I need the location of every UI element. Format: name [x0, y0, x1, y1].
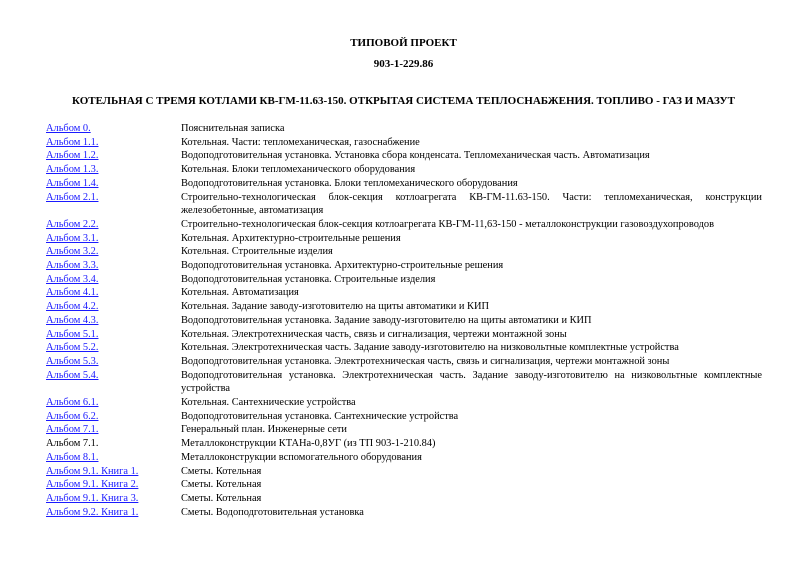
- album-link[interactable]: Альбом 4.2.: [46, 301, 99, 313]
- album-link[interactable]: Альбом 6.2.: [46, 410, 99, 422]
- album-code-cell: [46, 396, 181, 410]
- album-code-cell: [46, 437, 181, 451]
- album-row: [46, 506, 762, 520]
- album-row: [46, 355, 762, 369]
- album-row: [46, 273, 762, 287]
- album-code-cell: [46, 245, 181, 259]
- album-description: Котельная. Автоматизация: [181, 287, 299, 299]
- album-link[interactable]: Альбом 2.2.: [46, 218, 99, 230]
- album-row: [46, 341, 762, 355]
- album-row: [46, 396, 762, 410]
- project-number: 903-1-229.86: [373, 58, 434, 70]
- album-link[interactable]: Альбом 4.1.: [46, 287, 99, 299]
- album-description: Генеральный план. Инженерные сети: [181, 424, 347, 436]
- album-code-cell: [46, 478, 181, 492]
- album-description: Котельная. Блоки тепломеханического оборудования: [181, 164, 416, 176]
- album-code: Альбом 7.1.: [46, 438, 99, 450]
- album-description: Сметы. Водоподготовительная установка: [181, 506, 364, 518]
- album-row: [46, 451, 762, 465]
- album-link[interactable]: Альбом 5.4.: [46, 369, 99, 381]
- album-code-cell: [46, 369, 181, 396]
- album-description: Котельная. Электротехническая часть, связь и сигнализация, чертежи монтажной зоны: [181, 328, 567, 340]
- album-description: Пояснительная записка: [181, 123, 285, 134]
- album-link[interactable]: Альбом 7.1.: [46, 424, 99, 436]
- album-link[interactable]: Альбом 2.1.: [46, 191, 99, 203]
- album-description: Сметы. Котельная: [181, 492, 262, 504]
- album-code-cell: [46, 259, 181, 273]
- album-code-cell: [46, 410, 181, 424]
- album-link[interactable]: Альбом 1.1.: [46, 136, 99, 148]
- album-link[interactable]: Альбом 3.4.: [46, 273, 99, 285]
- album-code-cell: [46, 136, 181, 150]
- album-code-cell: [46, 286, 181, 300]
- album-code-cell: [46, 492, 181, 506]
- album-code-cell: [46, 328, 181, 342]
- album-link[interactable]: Альбом 5.1.: [46, 328, 99, 340]
- album-row: [46, 122, 762, 136]
- album-row: [46, 437, 762, 451]
- album-description: Строительно-технологическая блок-секция котлоагрегата КВ-ГМ-11,63-150 - металлоконструкции газовоздухопроводов: [181, 218, 714, 230]
- album-description: Водоподготовительная установка. Электротехническая часть. Задание заводу-изготовителю на низковольтные комплектные устройства: [181, 369, 762, 395]
- album-code-cell: [46, 177, 181, 191]
- album-code-cell: [46, 218, 181, 232]
- album-row: [46, 328, 762, 342]
- album-code-cell: [46, 451, 181, 465]
- album-code-cell: [46, 122, 181, 136]
- album-description: Металлоконструкции вспомогательного оборудования: [181, 451, 422, 463]
- album-link[interactable]: Альбом 0.: [46, 123, 91, 134]
- album-description: Водоподготовительная установка. Строительные изделия: [181, 273, 436, 285]
- album-code-cell: [46, 191, 181, 218]
- album-row: [46, 136, 762, 150]
- album-code-cell: [46, 355, 181, 369]
- album-link[interactable]: Альбом 3.3.: [46, 260, 99, 272]
- album-description: Металлоконструкции КТАНа-0,8УГ (из ТП 903-1-210.84): [181, 438, 436, 450]
- album-row: [46, 314, 762, 328]
- album-row: [46, 410, 762, 424]
- album-description: Водоподготовительная установка. Архитектурно-строительные решения: [181, 260, 504, 272]
- album-row: [46, 259, 762, 273]
- album-description: Котельная. Электротехническая часть. Задание заводу-изготовителю на низковольтные комплектные устройства: [181, 342, 679, 354]
- album-row: [46, 465, 762, 479]
- album-code-cell: [46, 273, 181, 287]
- album-link[interactable]: Альбом 5.2.: [46, 342, 99, 354]
- album-code-cell: [46, 423, 181, 437]
- album-link[interactable]: Альбом 3.2.: [46, 246, 99, 258]
- album-link[interactable]: Альбом 5.3.: [46, 355, 99, 367]
- album-link[interactable]: Альбом 9.1. Книга 3.: [46, 492, 139, 504]
- album-link[interactable]: Альбом 9.1. Книга 2.: [46, 479, 139, 491]
- album-row: [46, 286, 762, 300]
- album-row: [46, 492, 762, 506]
- album-row: [46, 149, 762, 163]
- album-link[interactable]: Альбом 9.1. Книга 1.: [46, 465, 139, 477]
- album-link[interactable]: Альбом 1.2.: [46, 150, 99, 162]
- album-code-cell: [46, 163, 181, 177]
- album-description: Водоподготовительная установка. Установка сбора конденсата. Тепломеханическая часть. Автоматизация: [181, 150, 650, 162]
- album-code-cell: [46, 314, 181, 328]
- document-type-heading: ТИПОВОЙ ПРОЕКТ: [350, 37, 457, 49]
- album-description: Котельная. Сантехнические устройства: [181, 397, 356, 409]
- album-code-cell: [46, 341, 181, 355]
- album-description: Водоподготовительная установка. Сантехнические устройства: [181, 410, 459, 422]
- album-description: Котельная. Строительные изделия: [181, 246, 333, 258]
- album-description: Сметы. Котельная: [181, 479, 262, 491]
- album-row: [46, 423, 762, 437]
- album-link[interactable]: Альбом 8.1.: [46, 451, 99, 463]
- project-title: КОТЕЛЬНАЯ С ТРЕМЯ КОТЛАМИ КВ-ГМ-11.63-150. ОТКРЫТАЯ СИСТЕМА ТЕПЛОСНАБЖЕНИЯ. ТОПЛИВО - ГАЗ И МАЗУТ: [72, 95, 735, 107]
- album-row: [46, 245, 762, 259]
- album-row: [46, 177, 762, 191]
- album-description: Водоподготовительная установка. Электротехническая часть, связь и сигнализация, чертежи монтажной зоны: [181, 355, 670, 367]
- album-code-cell: [46, 300, 181, 314]
- album-row: [46, 369, 762, 396]
- album-code-cell: [46, 232, 181, 246]
- album-link[interactable]: Альбом 1.4.: [46, 177, 99, 189]
- album-description: Котельная. Части: тепломеханическая, газоснабжение: [181, 136, 420, 148]
- album-code-cell: [46, 465, 181, 479]
- album-link[interactable]: Альбом 9.2. Книга 1.: [46, 506, 139, 518]
- album-description: Водоподготовительная установка. Задание заводу-изготовителю на щиты автоматики и КИП: [181, 314, 592, 326]
- album-row: [46, 218, 762, 232]
- album-row: [46, 163, 762, 177]
- album-description: Сметы. Котельная: [181, 465, 262, 477]
- album-list: [46, 122, 762, 519]
- album-link[interactable]: Альбом 6.1.: [46, 397, 99, 409]
- album-link[interactable]: Альбом 4.3.: [46, 314, 99, 326]
- album-row: [46, 191, 762, 218]
- album-description: Водоподготовительная установка. Блоки тепломеханического оборудования: [181, 177, 518, 189]
- album-link[interactable]: Альбом 3.1.: [46, 232, 99, 244]
- album-row: [46, 478, 762, 492]
- album-link[interactable]: Альбом 1.3.: [46, 164, 99, 176]
- album-row: [46, 232, 762, 246]
- album-row: [46, 300, 762, 314]
- album-code-cell: [46, 506, 181, 520]
- album-description: Котельная. Задание заводу-изготовителю на щиты автоматики и КИП: [181, 301, 489, 313]
- album-description: Котельная. Архитектурно-строительные решения: [181, 232, 401, 244]
- album-code-cell: [46, 149, 181, 163]
- album-description: Строительно-технологическая блок-секция котлоагрегата КВ-ГМ-11.63-150. Части: тепломеханическая, конструкции железобетонные, автоматизация: [181, 191, 762, 217]
